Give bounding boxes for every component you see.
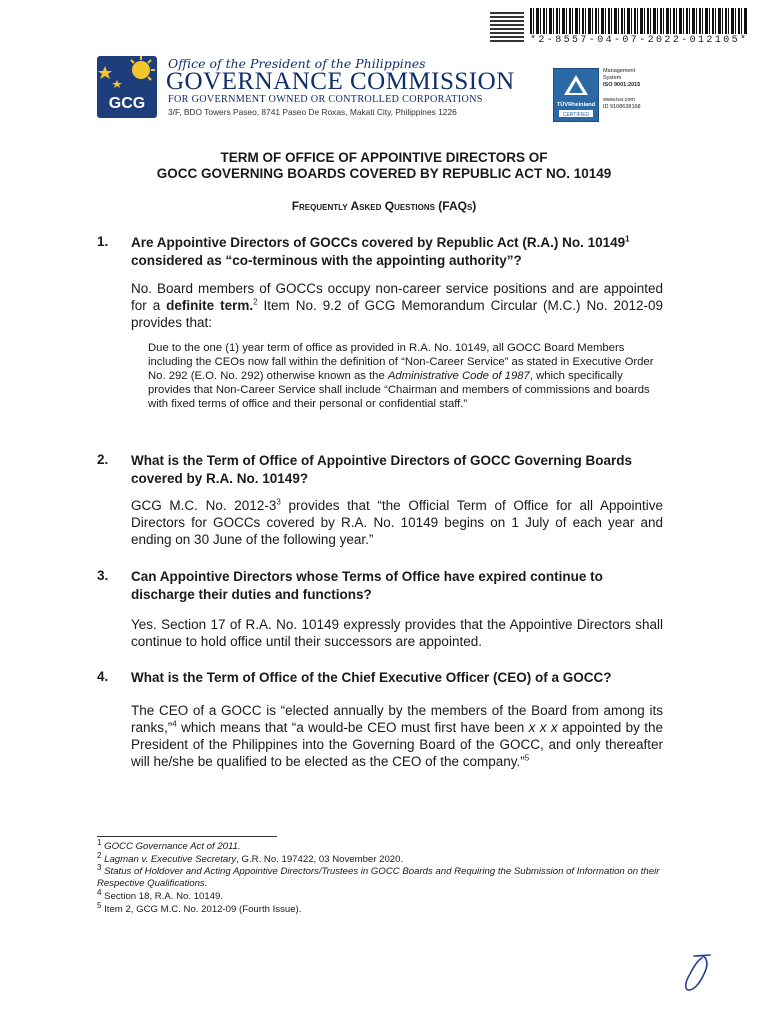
qr-code (490, 10, 524, 42)
office-of-president-line: Office of the President of the Philippines (168, 56, 426, 71)
answer-text: provides that “the Official Term of Office for all Appointive Directors for GOCCs covered by R.A. No. 10149 begins on 1 July of each year and ending on 30 June of the following year.” (131, 498, 664, 547)
footnote-italic: Status of Holdover and Acting Appointive Directors/Trustees in GOCC Boards and Requiring the Submission of Information on their Respective Qualifications. (97, 866, 660, 889)
barcode-number: *2-8557-04-07-2022-012105* (530, 35, 749, 46)
footnote (97, 887, 667, 903)
footnote-ref: 1 (625, 234, 630, 244)
footnote-ref: 2 (253, 297, 258, 307)
question-number: 2. (97, 452, 109, 467)
footnote-number: 4 (97, 887, 102, 897)
quote-text: Due to the one (1) year term of office as provided in R.A. No. 10149, all GOCC Board Members including the CEOs now fall within the definition of “Non-Career Service” as stated in Executive Order No. 292 (E.O. No. 292) otherwise known as the (148, 342, 654, 382)
gcg-logo (97, 56, 157, 118)
footnote-italic: Lagman v. Executive Secretary (104, 854, 237, 865)
commission-address: 3/F, BDO Towers Paseo, 8741 Paseo De Roxas, Makati City, Philippines 1226 (168, 107, 457, 117)
question-number: 1. (97, 234, 109, 249)
answer-emphasis: definite term. (166, 298, 254, 313)
document-barcode (490, 8, 748, 50)
tuv-info-line: www.tuv.com (603, 97, 635, 103)
footnote (97, 862, 667, 889)
question-text: Are Appointive Directors of GOCCs covered by Republic Act (R.A.) No. 10149 (131, 235, 626, 250)
commission-subtitle: FOR GOVERNMENT OWNED OR CONTROLLED CORPORATIONS (168, 94, 483, 105)
svg-text:CERTIFIED: CERTIFIED (562, 111, 590, 118)
footnote-divider (97, 836, 277, 837)
footnote-number: 5 (97, 900, 102, 910)
svg-text:TÜVRheinland: TÜVRheinland (556, 102, 596, 108)
quoted-provision (148, 341, 660, 411)
document-title-line-1: TERM OF OFFICE OF APPOINTIVE DIRECTORS OF (220, 150, 548, 165)
answer-text: appointed by the President of the Philippines into the Governing Board of the GOCC, and only thereafter will he/she be qualified to be elected as the CEO of the company.” (131, 720, 663, 769)
footnote-number: 2 (97, 850, 102, 860)
footnote-ref: 3 (276, 497, 281, 507)
barcode-bars (530, 8, 748, 34)
tuv-info-line: ISO 9001:2015 (603, 82, 641, 88)
tuv-info-line: ID 9108638168 (603, 104, 641, 110)
question-4-text: What is the Term of Office of the Chief Executive Officer (CEO) of a GOCC? (131, 670, 612, 685)
question-1-text (131, 234, 663, 270)
answer-text: The CEO of a GOCC is “elected annually by the members of the Board from among its ranks,” (131, 703, 663, 735)
footnote-italic: GOCC Governance Act of 2011. (104, 841, 241, 852)
footnote-text: Item 2, GCG M.C. No. 2012-09 (Fourth Issue). (104, 904, 302, 915)
footnote (97, 837, 667, 853)
quote-italic: Administrative Code of 1987 (387, 370, 530, 382)
footnote-number: 1 (97, 837, 102, 847)
tuv-info-line: System (603, 75, 622, 81)
question-text: considered as “co-terminous with the appointing authority”? (131, 253, 522, 268)
answer-text: No. Board members of GOCCs occupy non-career service positions and are appointed for a (131, 281, 663, 313)
document-title-line-2: GOCC GOVERNING BOARDS COVERED BY REPUBLIC ACT NO. 10149 (156, 166, 612, 181)
commission-title: GOVERNANCE COMMISSION (166, 68, 515, 95)
question-number: 4. (97, 669, 109, 684)
tuv-info-line: Management (603, 68, 636, 74)
faq-heading: Frequently Asked Questions (FAQs) (291, 199, 477, 213)
answer-text: Item No. 9.2 of GCG Memorandum Circular (M.C.) No. 2012-09 provides that: (131, 298, 663, 330)
footnote (97, 850, 667, 866)
question-3-text: Can Appointive Directors whose Terms of Office have expired continue to discharge their duties and functions? (131, 569, 603, 602)
answer-text: which means that “a would-be CEO must first have been (176, 720, 529, 735)
tuv-info (603, 68, 641, 111)
handwritten-initial (676, 952, 716, 996)
answer-4-text (131, 702, 663, 770)
footnote-number: 3 (97, 862, 102, 872)
answer-1-text (131, 280, 663, 331)
footnote-text: Section 18, R.A. No. 10149. (104, 891, 224, 902)
answer-text: GCG M.C. No. 2012-3 (131, 498, 277, 513)
answer-italic: x x x (528, 720, 558, 735)
answer-2-text (131, 497, 663, 548)
footnote-ref: 5 (524, 753, 530, 763)
footnote-text: , G.R. No. 197422, 03 November 2020. (236, 854, 404, 865)
question-number: 3. (97, 568, 109, 583)
question-2-text: What is the Term of Office of Appointive Directors of GOCC Governing Boards covered by R.A. No. 10149? (131, 453, 633, 486)
svg-text:GCG: GCG (108, 95, 146, 112)
tuv-logo-icon (553, 68, 599, 122)
footnote (97, 900, 667, 916)
answer-3-text: Yes. Section 17 of R.A. No. 10149 expressly provides that the Appointive Directors shall continue to hold office until their successors are appointed. (131, 617, 663, 649)
quote-text: , which specifically provides that Non-Career Service shall include “Chairman and members of commissions and boards with fixed terms of office and their personal or confidential staff.” (148, 370, 650, 410)
footnote-ref: 4 (172, 719, 177, 729)
tuv-certification-badge (553, 68, 651, 120)
